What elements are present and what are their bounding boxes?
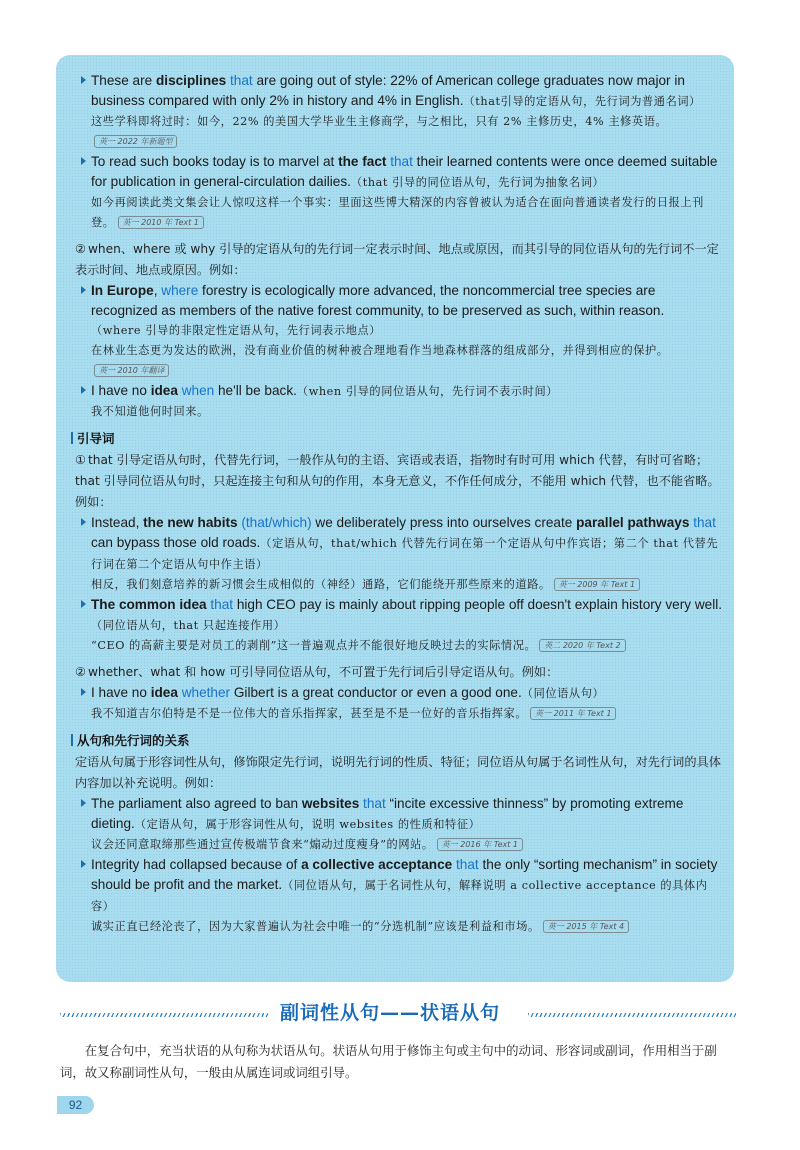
- source-tag: 英一 2015 年 Text 4: [543, 920, 629, 933]
- example-english: Instead, the new habits (that/which) we deliberately press into ourselves create parallel pathways that can bypass those old roads.（定语从句，that/which 代替先行词在第一个定语从句中作宾语；第二个 that 代替先行词在第二个定语从句中作主语）: [91, 515, 719, 571]
- example-chinese: 在林业生态更为发达的欧洲，没有商业价值的树种被合理地看作当地森林群落的组成部分，并得到相应的保护。英一 2010 年翻译: [91, 344, 669, 375]
- decorative-stripe-left: [60, 1013, 268, 1017]
- example-english: Integrity had collapsed because of a collective acceptance that the only “sorting mechanism” in society should be profit and the market.（同位语从句，属于名词性从句，解释说明 a collective acceptance 的具体内容）: [91, 857, 718, 913]
- bullet-arrow-icon: [81, 688, 86, 696]
- example-6: [63, 595, 726, 656]
- section-heading: 从句和先行词的关系: [63, 730, 726, 752]
- example-chinese: 我不知道吉尔伯特是不是一位伟大的音乐指挥家，甚至是不是一位好的音乐指挥家。 英一 2011 年 Text 1: [91, 704, 724, 724]
- source-tag: 英二 2020 年 Text 2: [539, 639, 625, 652]
- content-panel: [56, 55, 734, 982]
- example-3: [63, 281, 726, 381]
- example-7: [63, 683, 726, 724]
- bullet-arrow-icon: [81, 860, 86, 868]
- example-chinese: 诚实正直已经沦丧了，因为大家普遍认为社会中唯一的“分选机制”应该是利益和市场。 英一 2015 年 Text 4: [91, 917, 724, 937]
- source-tag: 英一 2010 年翻译: [94, 364, 169, 377]
- rule-point: ① that 引导定语从句时，代替先行词，一般作从句的主语、宾语或表语，指物时有时可用 which 代替，有时可省略；that 引导同位语从句时，只起连接主句和从句的作用，本身无意义，不作任何成分，不能用 which 代替，也不能省略。例如：: [75, 453, 720, 509]
- example-english: To read such books today is to marvel at the fact that their learned contents were once deemed suitable for publication in general-circulation dailies.（that 引导的同位语从句，先行词为抽象名词）: [91, 154, 718, 189]
- source-tag: 英一 2010 年 Text 1: [118, 216, 204, 229]
- bullet-arrow-icon: [81, 600, 86, 608]
- example-english: The common idea that high CEO pay is mainly about ripping people off doesn't explain history very well.（同位语从句，that 只起连接作用）: [91, 597, 723, 632]
- page-number: 92: [57, 1096, 94, 1114]
- example-english: I have no idea when he'll be back.（when 引导的同位语从句，先行词不表示时间）: [91, 383, 559, 398]
- bullet-arrow-icon: [81, 76, 86, 84]
- example-chinese: 相反，我们刻意培养的新习惯会生成相似的（神经）通路，它们能绕开那些原来的道路。 英一 2009 年 Text 1: [91, 575, 724, 595]
- example-english: I have no idea whether Gilbert is a great conductor or even a good one.（同位语从句）: [91, 685, 605, 700]
- example-9: [63, 855, 726, 937]
- section-heading: 引导词: [63, 428, 726, 450]
- explanation-paragraph: 定语从句属于形容词性从句，修饰限定先行词，说明先行词的性质、特征；同位语从句属于名词性从句，对先行词的具体内容加以补充说明。例如：: [75, 755, 721, 790]
- section-header: [60, 998, 736, 1030]
- bullet-arrow-icon: [81, 799, 86, 807]
- rule-point: ② when、where 或 why 引导的定语从句的先行词一定表示时间、地点或原因，而其引导的同位语从句的先行词不一定表示时间、地点或原因。例如：: [75, 242, 719, 277]
- bullet-arrow-icon: [81, 286, 86, 294]
- decorative-stripe-right: [528, 1013, 736, 1017]
- example-chinese: 如今再阅读此类文集会让人惊叹这样一个事实：里面这些博大精深的内容曾被认为适合在面向普通读者发行的日报上刊登。 英一 2010 年 Text 1: [91, 196, 704, 229]
- source-tag: 英一 2016 年 Text 1: [437, 838, 523, 851]
- example-chinese: 议会还同意取缔那些通过宣传极端节食来“煽动过度瘦身”的网站。 英一 2016 年 Text 1: [91, 835, 724, 855]
- bullet-arrow-icon: [81, 157, 86, 165]
- source-tag: 英一 2011 年 Text 1: [530, 707, 616, 720]
- rule-point: ② whether、what 和 how 可引导同位语从句，不可置于先行词后引导定语从句。例如：: [75, 665, 559, 679]
- example-english: In Europe, where forestry is ecologically more advanced, the noncommercial tree species are recognized as members of the native forest community, to be preserved as such, within reason. （where 引导的非限定性定语从句，先行词表示地点）: [91, 283, 665, 337]
- example-chinese: “CEO 的高薪主要是对员工的剥削”这一普遍观点并不能很好地反映过去的实际情况。 英二 2020 年 Text 2: [91, 636, 724, 656]
- example-english: These are disciplines that are going out of style: 22% of American college graduates now major in business compared with only 2% in history and 4% in English.（that引导的定语从句，先行词为普通名词）: [91, 73, 701, 108]
- section-title: 副词性从句——状语从句: [280, 1002, 501, 1024]
- source-tag: 英一 2009 年 Text 1: [554, 578, 640, 591]
- bullet-arrow-icon: [81, 386, 86, 394]
- intro-paragraph: 在复合句中，充当状语的从句称为状语从句。状语从句用于修饰主句或主句中的动词、形容词或副词，作用相当于副词，故又称副词性从句，一般由从属连词或词组引导。: [60, 1043, 717, 1080]
- bullet-arrow-icon: [81, 518, 86, 526]
- example-chinese: 我不知道他何时回来。: [91, 405, 209, 418]
- example-5: [63, 513, 726, 595]
- source-tag: 英一 2022 年新题型: [94, 135, 177, 148]
- example-chinese: 这些学科即将过时：如今，22% 的美国大学毕业生主修商学，与之相比，只有 2% 主修历史，4% 主修英语。英一 2022 年新题型: [91, 115, 668, 146]
- example-english: The parliament also agreed to ban websites that “incite excessive thinness” by promoting extreme dieting.（定语从句，属于形容词性从句，说明 websites 的性质和特征）: [91, 796, 684, 831]
- example-4: [63, 381, 726, 422]
- example-8: [63, 794, 726, 855]
- example-2: [63, 152, 726, 233]
- example-1: [63, 71, 726, 152]
